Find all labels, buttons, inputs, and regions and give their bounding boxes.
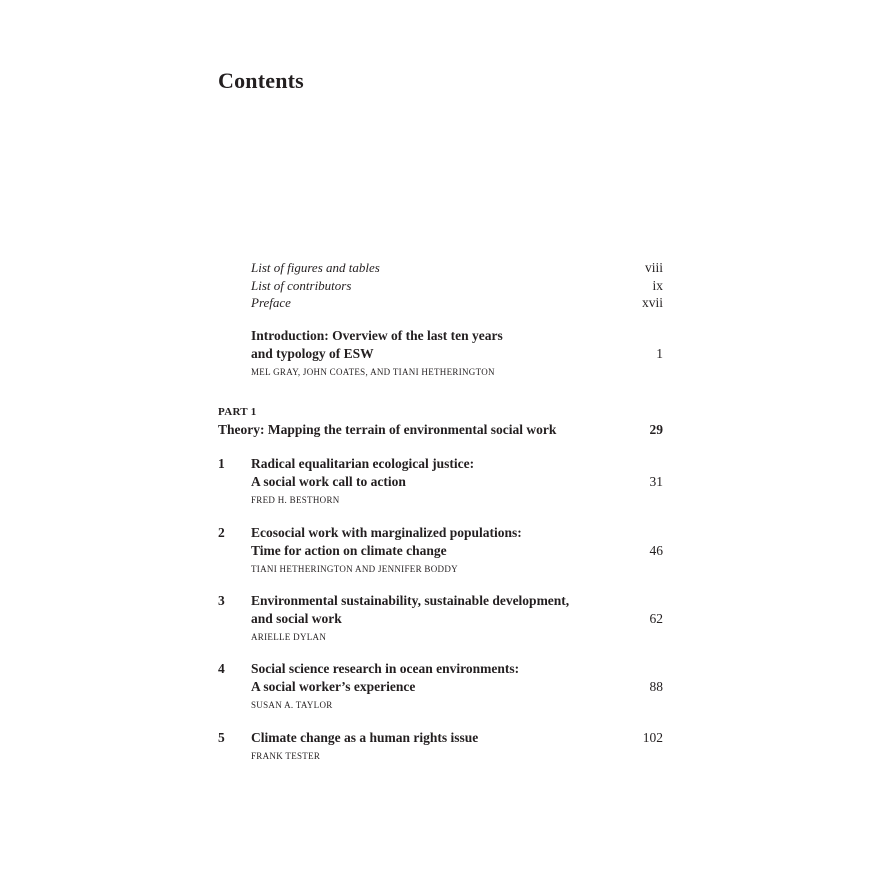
entry-body [251, 592, 619, 643]
page-number: 88 [649, 679, 663, 694]
entry-authors: TIANI HETHERINGTON AND JENNIFER BODDY [251, 564, 458, 574]
entry-title-line: Climate change as a human rights issue [251, 730, 479, 745]
front-matter-label: Preface [251, 295, 291, 310]
page-number: ix [652, 277, 663, 293]
entry-body [251, 455, 619, 506]
entry-body [251, 524, 619, 575]
entry-authors: SUSAN A. TAYLOR [251, 700, 333, 710]
page-number: 46 [649, 543, 663, 558]
entry-title-line: Introduction: Overview of the last ten years [251, 328, 503, 343]
entry-title-line: and social work [251, 611, 342, 626]
entry-authors: FRANK TESTER [251, 751, 321, 761]
chapter-number: 2 [218, 525, 225, 540]
page-number: 62 [649, 611, 663, 626]
part-label: PART 1 [218, 406, 257, 418]
front-matter-item[interactable] [251, 277, 663, 295]
chapter-number: 1 [218, 456, 225, 471]
entry-authors: FRED H. BESTHORN [251, 495, 340, 505]
page-number: viii [644, 260, 663, 275]
page-title: Contents [218, 68, 304, 93]
entry-body [251, 327, 619, 378]
front-matter-item[interactable] [251, 294, 663, 312]
entry-title-line: Social science research in ocean environments: [251, 661, 520, 676]
front-matter-list [251, 259, 663, 312]
page-number: 102 [642, 730, 663, 745]
entry-body [251, 729, 619, 762]
entry-title-line: Environmental sustainability, sustainable development, [251, 593, 570, 608]
front-matter-label: List of contributors [251, 277, 352, 293]
entry-authors: MEL GRAY, JOHN COATES, AND TIANI HETHERINGTON [251, 367, 495, 377]
entry-title-line: A social work call to action [251, 474, 406, 489]
entry-body [251, 660, 619, 711]
entry-title-line: A social worker’s experience [251, 679, 416, 694]
front-matter-label: List of figures and tables [251, 260, 380, 275]
entry-authors: ARIELLE DYLAN [251, 632, 327, 642]
page-number: 31 [649, 474, 663, 489]
page-number: 29 [649, 422, 663, 437]
front-matter-item[interactable] [251, 259, 663, 277]
entry-title-line: Ecosocial work with marginalized populations: [251, 525, 522, 540]
entry-title-line: Radical equalitarian ecological justice: [251, 456, 475, 471]
part-heading[interactable] [218, 405, 663, 439]
page-number: 1 [656, 346, 663, 361]
part-title: Theory: Mapping the terrain of environmental social work [218, 422, 557, 437]
entry-title-line: Time for action on climate change [251, 543, 447, 558]
chapter-number: 3 [218, 593, 225, 608]
chapter-number: 5 [218, 730, 225, 745]
chapter-number: 4 [218, 661, 225, 676]
page-number: xvii [641, 295, 663, 310]
entry-title-line: and typology of ESW [251, 346, 374, 361]
